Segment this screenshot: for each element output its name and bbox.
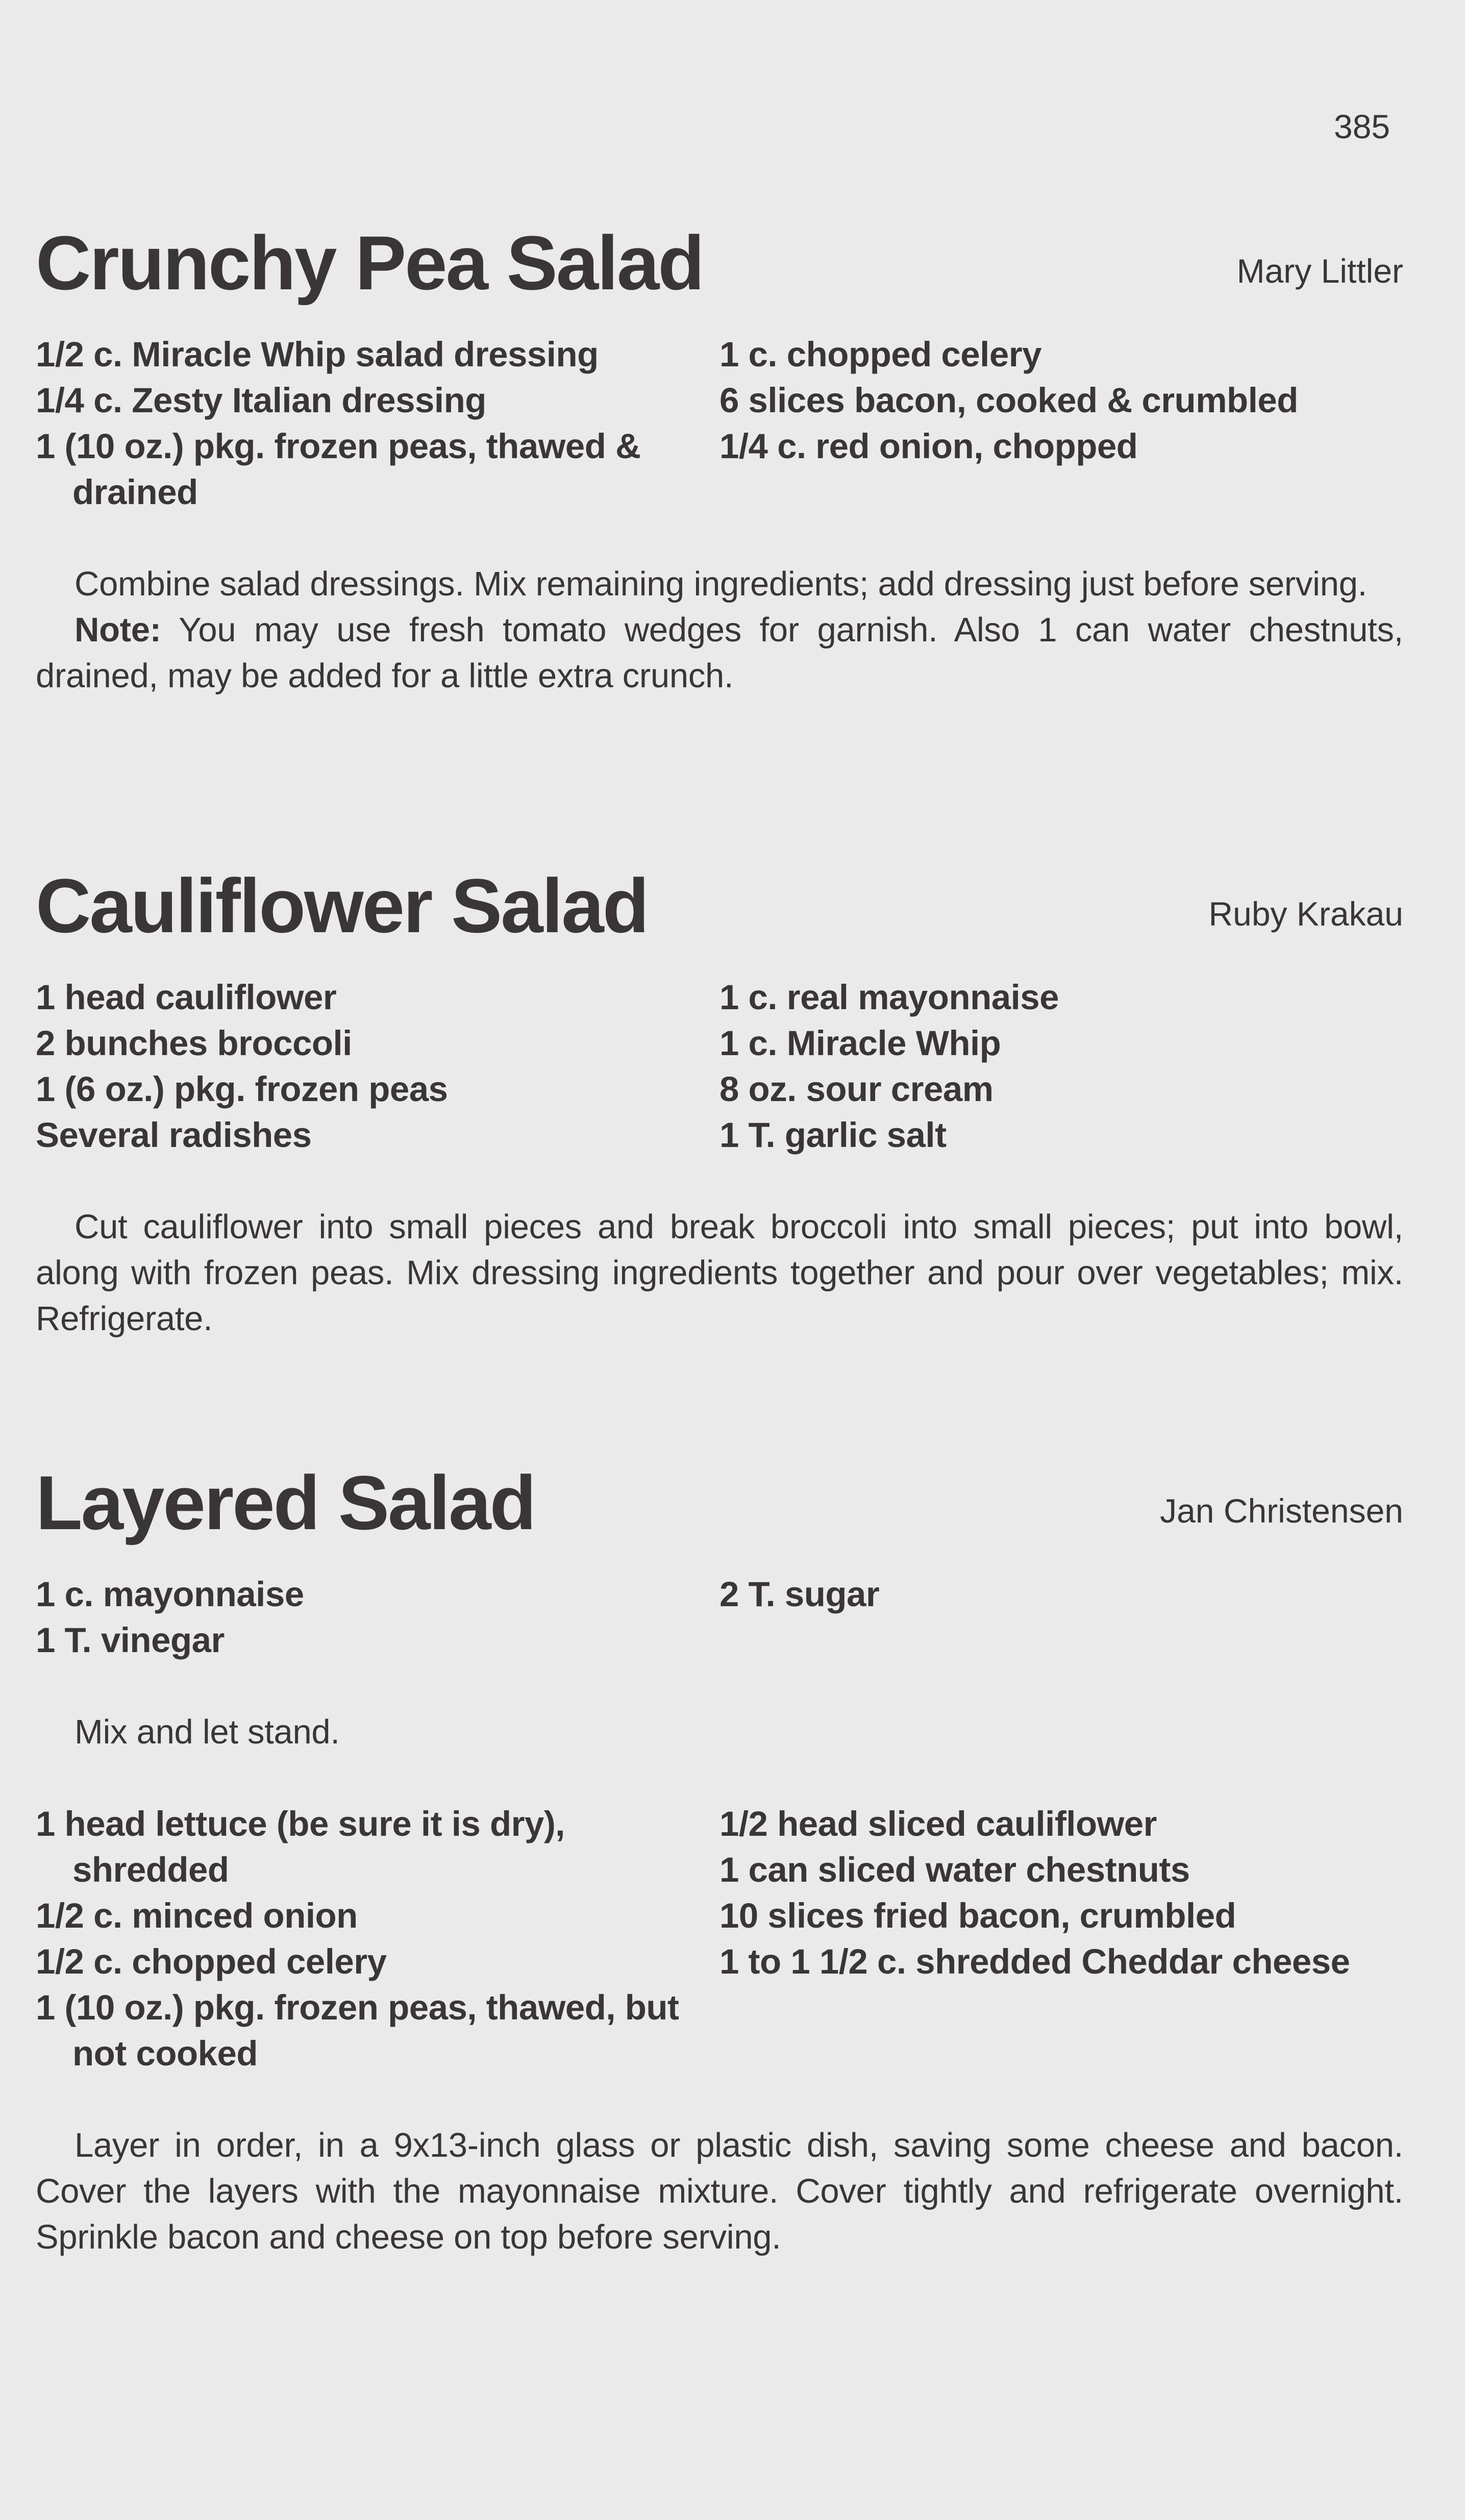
recipe-note — [36, 607, 1403, 699]
ingredient-item: 1 (10 oz.) pkg. frozen peas, thawed, but not cooked — [36, 1988, 679, 2073]
page-number: 385 — [1334, 108, 1390, 145]
ingredient-item: 1 c. Miracle Whip — [719, 1024, 1001, 1063]
ingredient-item: 1 head lettuce (be sure it is dry), shredded — [36, 1804, 565, 1889]
ingredient-item: 1/2 c. Miracle Whip salad dressing — [36, 335, 599, 374]
recipe-directions: Combine salad dressings. Mix remaining ingredients; add dressing just before serving. — [75, 565, 1367, 603]
ingredient-item: 1 T. vinegar — [36, 1620, 225, 1660]
dressing-column-right — [719, 1571, 1403, 1663]
note-label: Note: — [75, 611, 161, 649]
ingredient-item: 1 c. real mayonnaise — [719, 978, 1059, 1017]
ingredient-item: 1/2 c. chopped celery — [36, 1942, 387, 1981]
ingredient-item: 1/4 c. Zesty Italian dressing — [36, 381, 486, 420]
ingredient-item: 1 T. garlic salt — [719, 1115, 947, 1155]
ingredient-item: 2 bunches broccoli — [36, 1024, 352, 1063]
ingredient-item: 8 oz. sour cream — [719, 1069, 994, 1109]
dressing-column-left — [36, 1571, 719, 1663]
ingredient-column-left — [36, 332, 719, 515]
recipe-directions: Layer in order, in a 9x13-inch glass or plastic dish, saving some cheese and bacon. Cover the layers with the mayonnaise mixture. Cover tightly and refrigerate overnight. Sprinkle bacon and cheese on top before serving. — [36, 2126, 1403, 2256]
recipe-crunchy-pea-salad — [36, 220, 1403, 699]
ingredient-column-right — [719, 332, 1403, 515]
ingredient-item: 10 slices fried bacon, crumbled — [719, 1896, 1236, 1935]
ingredient-item: 1/2 head sliced cauliflower — [719, 1804, 1157, 1843]
ingredient-list — [36, 1801, 1403, 2077]
ingredient-column-left — [36, 1801, 719, 2077]
recipe-title: Crunchy Pea Salad — [36, 220, 703, 306]
recipe-directions: Cut cauliflower into small pieces and break broccoli into small pieces; put into bowl, along with frozen peas. Mix dressing ingredients together and pour over vegetables; mix. Refrigerate. — [36, 1208, 1403, 1338]
ingredient-item: 1 can sliced water chestnuts — [719, 1850, 1190, 1889]
dressing-list — [36, 1571, 1403, 1663]
note-text: You may use fresh tomato wedges for garnish. Also 1 can water chestnuts, drained, may be added for a little extra crunch. — [36, 611, 1403, 695]
ingredient-item: Several radishes — [36, 1115, 312, 1155]
ingredient-item: 1 to 1 1/2 c. shredded Cheddar cheese — [719, 1942, 1350, 1981]
ingredient-item: 1 head cauliflower — [36, 978, 337, 1017]
ingredient-item: 1 c. mayonnaise — [36, 1575, 304, 1614]
recipe-author: Mary Littler — [1236, 252, 1403, 290]
ingredient-list — [36, 975, 1403, 1158]
ingredient-item: 1 (10 oz.) pkg. frozen peas, thawed & drained — [36, 427, 641, 512]
recipe-header — [36, 1460, 1403, 1566]
ingredient-item: 1/2 c. minced onion — [36, 1896, 358, 1935]
ingredient-item: 1 (6 oz.) pkg. frozen peas — [36, 1069, 448, 1109]
dressing-directions: Mix and let stand. — [75, 1713, 340, 1751]
recipe-header — [36, 863, 1403, 969]
recipe-title: Cauliflower Salad — [36, 863, 648, 949]
ingredient-item: 1 c. chopped celery — [719, 335, 1041, 374]
recipe-header — [36, 220, 1403, 327]
ingredient-column-right — [719, 975, 1403, 1158]
recipe-author: Jan Christensen — [1160, 1492, 1403, 1530]
ingredient-item: 6 slices bacon, cooked & crumbled — [719, 381, 1298, 420]
ingredient-column-right — [719, 1801, 1403, 2077]
ingredient-item: 2 T. sugar — [719, 1575, 880, 1614]
recipe-layered-salad — [36, 1460, 1403, 2260]
recipe-title: Layered Salad — [36, 1460, 535, 1545]
ingredient-list — [36, 332, 1403, 515]
ingredient-column-left — [36, 975, 719, 1158]
ingredient-item: 1/4 c. red onion, chopped — [719, 427, 1138, 466]
recipe-author: Ruby Krakau — [1208, 895, 1403, 933]
recipe-cauliflower-salad — [36, 863, 1403, 1342]
